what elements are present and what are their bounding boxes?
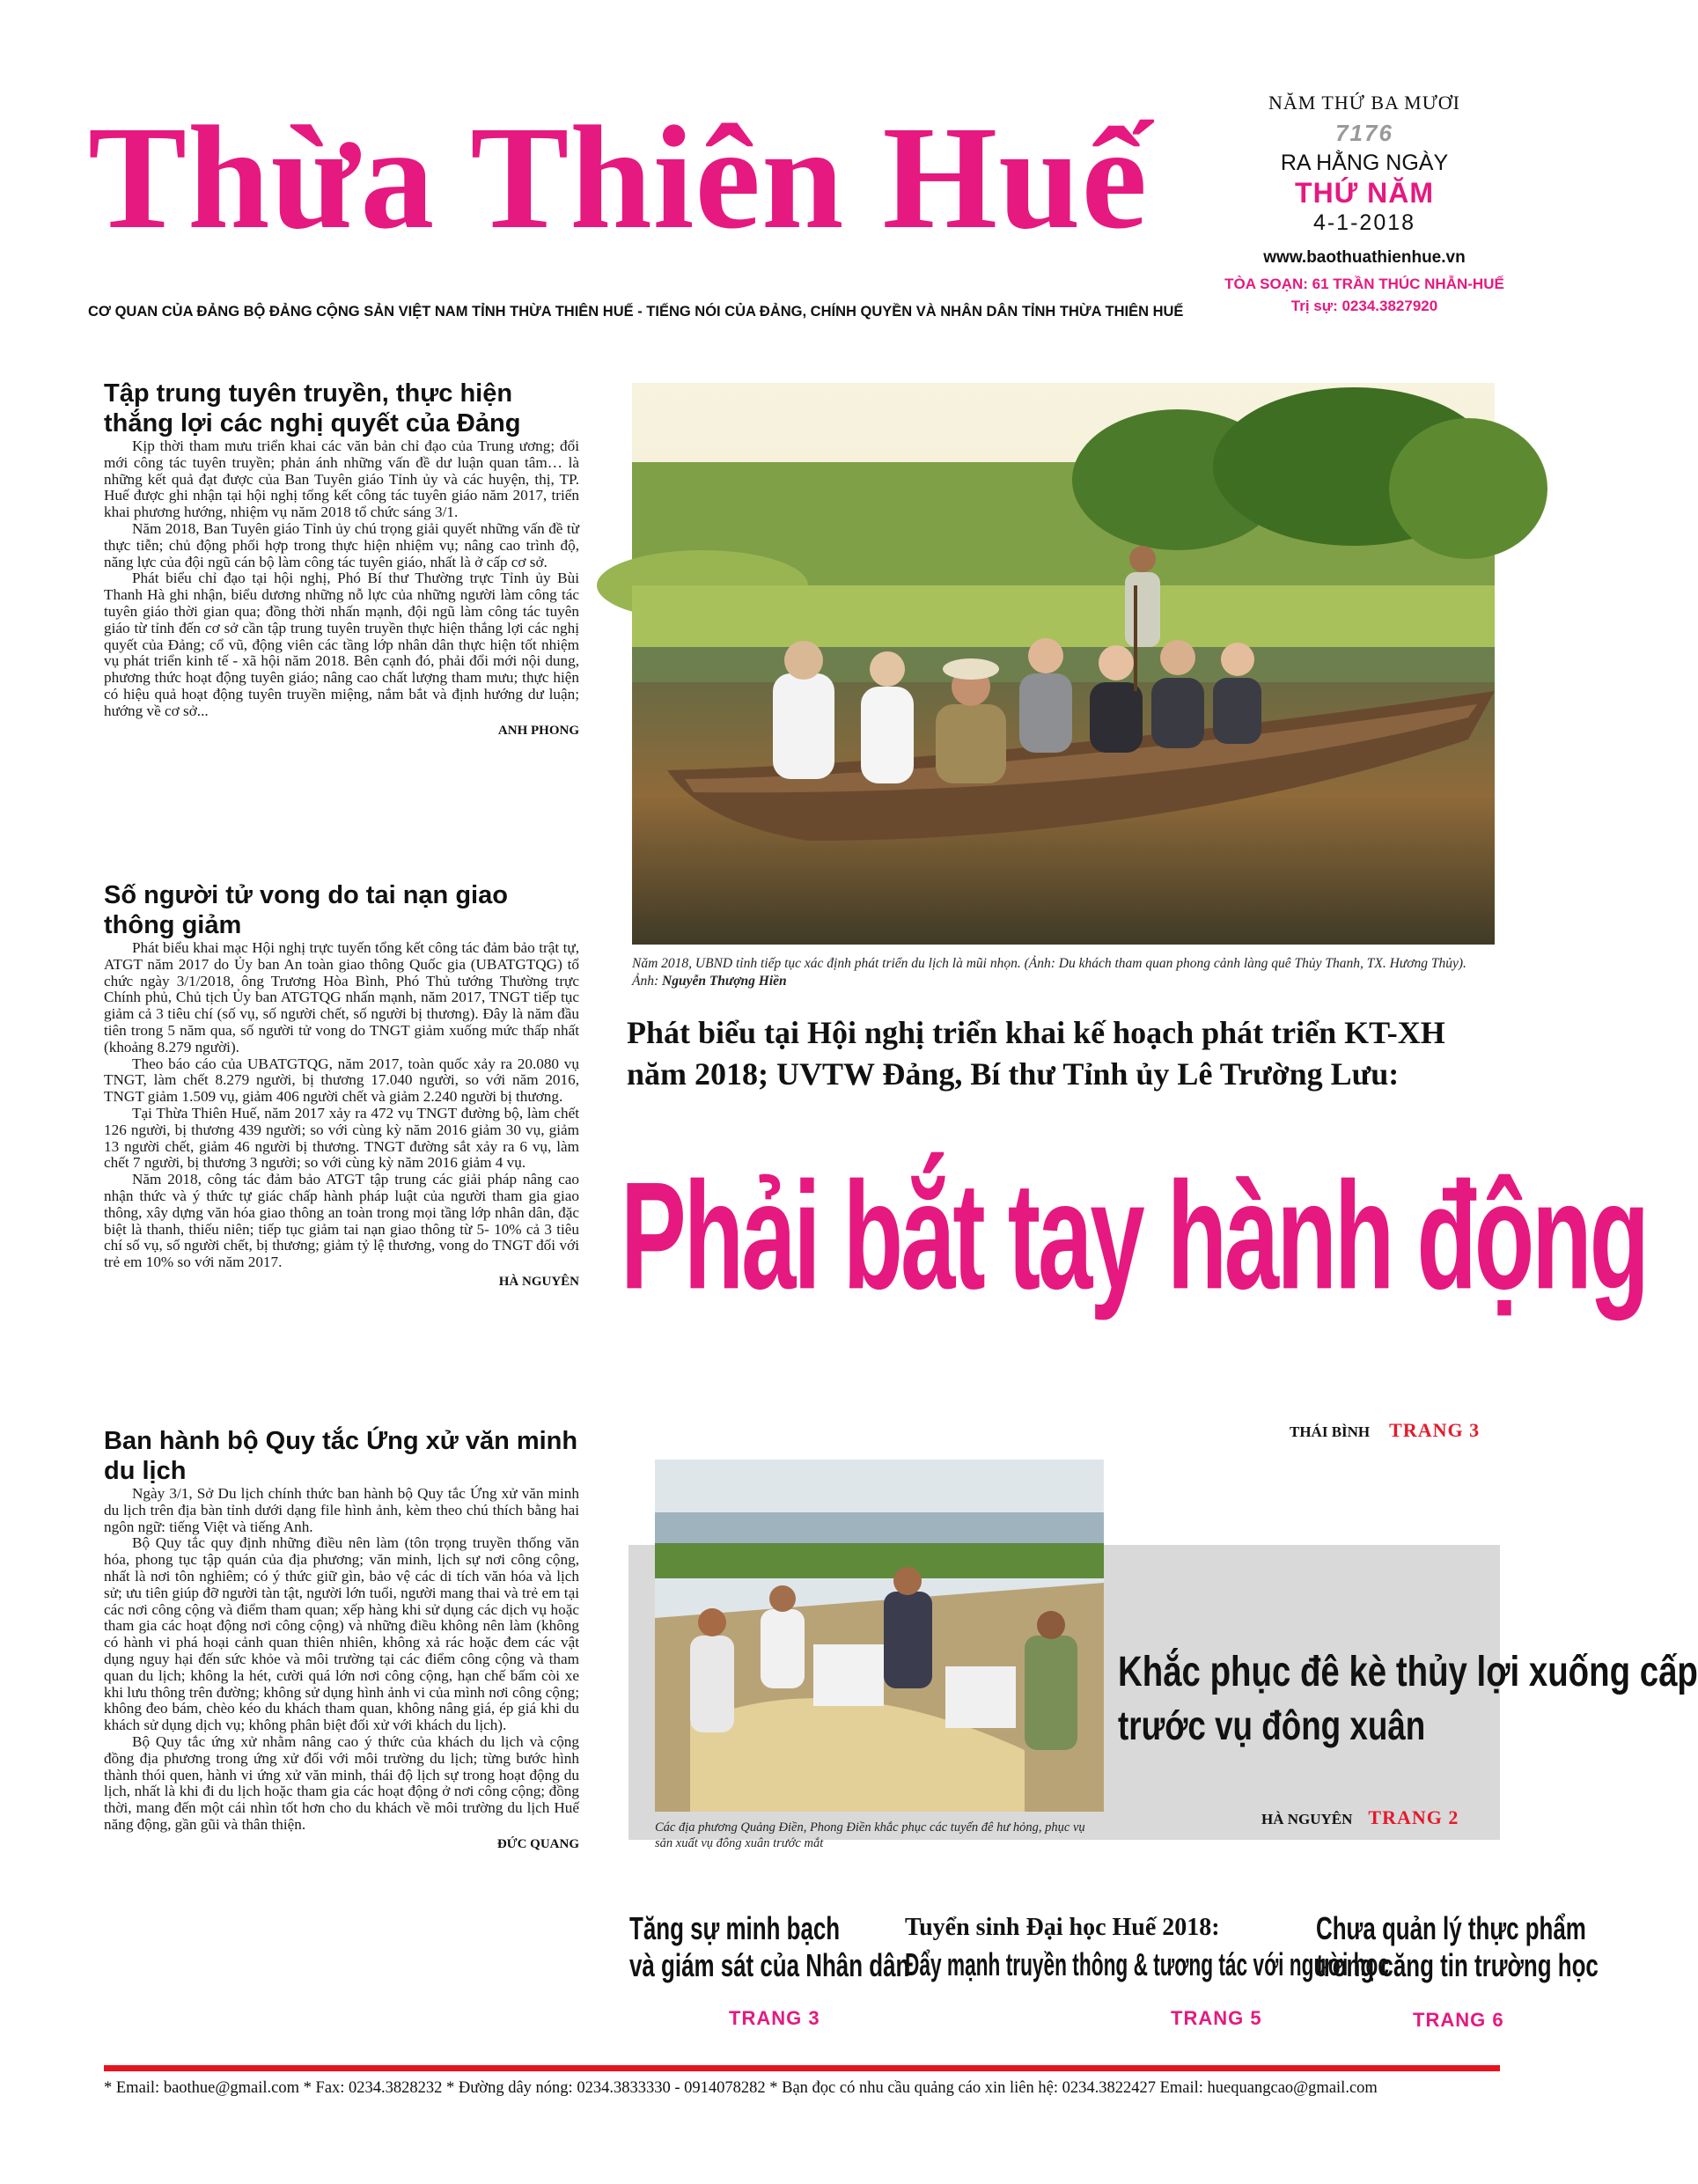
second-byline: HÀ NGUYÊN: [1261, 1811, 1353, 1827]
issue-date: 4-1-2018: [1312, 210, 1416, 235]
article-headline[interactable]: Tập trung tuyên truyền, thực hiện thắng lợi các nghị quyết của Đảng: [104, 379, 521, 438]
teaser-page-link[interactable]: TRANG 5: [1171, 2007, 1262, 2029]
caption-text: Năm 2018, UBND tỉnh tiếp tục xác định phát triển du lịch là mũi nhọn. (Ảnh: Du khách tham quan phong cảnh làng quê Thủy Thanh, TX. Hương Thủy). Ảnh:: [632, 956, 1466, 989]
article-tourism-code: [104, 1426, 579, 1852]
article-body: [104, 438, 579, 720]
teaser-line2: trong căng tin trường học: [1316, 1947, 1599, 1983]
lead-page-link[interactable]: TRANG 3: [1389, 1419, 1481, 1441]
second-ref: [1261, 1806, 1459, 1829]
article-byline: HÀ NGUYÊN: [498, 1274, 579, 1289]
second-headline[interactable]: [1118, 1646, 1698, 1752]
second-page-link[interactable]: TRANG 2: [1368, 1806, 1459, 1828]
office-address: TÒA SOẠN: 61 TRẦN THÚC NHẪN-HUẾ: [1224, 276, 1504, 292]
teaser-line1: Tăng sự minh bạch: [629, 1910, 841, 1946]
lead-kicker: Phát biểu tại Hội nghị triển khai kế hoạch phát triển KT-XH năm 2018; UVTW Đảng, Bí thư Tỉnh ủy Lê Trường Lưu:: [627, 1015, 1445, 1092]
issue-info: [1215, 88, 1514, 317]
article-paragraph: Bộ Quy tắc ứng xử nhằm nâng cao ý thức của khách du lịch và cộng đồng địa phương trong ứng xử đối với môi trường du lịch; từng bước hình thành thói quen, hành vi ứng xử văn minh, thái độ lịch sự trong hoạt động du lịch, nhất là khi đi du lịch hoặc tham gia các hoạt động ở nơi công cộng; đồng thời, mang đến một cái nhìn tốt hơn cho du khách về môi trường du lịch Huế năng động, gần gũi và thân thiện.: [104, 1732, 579, 1833]
lead-ref: [1290, 1419, 1480, 1442]
main-photo-boat-tourists: [632, 383, 1495, 945]
office-phone: Trị sự: 0234.3827920: [1290, 298, 1438, 314]
dyke-repair-photo: [655, 1460, 1104, 1812]
article-traffic: [104, 880, 579, 1290]
lead-headline[interactable]: Phải bắt tay hành động: [621, 1150, 1648, 1321]
issue-year: NĂM THỨ BA MƯƠI: [1268, 92, 1461, 114]
issue-frequency: RA HẰNG NGÀY: [1280, 151, 1449, 175]
teaser-food-safety[interactable]: [1316, 1910, 1599, 1984]
article-paragraph: Phát biểu khai mạc Hội nghị trực tuyến tổng kết công tác đảm bảo trật tự, ATGT năm 2017 do Ủy ban An toàn giao thông Quốc gia (UBATGTQG) tổ chức ngày 3/1/2018, ông Trương Hòa Bình, Phó Thủ tướng Thường trực Chính phủ, Chủ tịch Ủy ban ATGTQG nhấn mạnh, năm 2017, TNGT tiếp tục giảm cả 3 tiêu chí (số vụ, số người chết, số người bị thương). Đây là năm đầu tiên trong 5 năm qua, số người tử vong do TNGT giảm xuống mức thấp nhất (khoảng 8.279 người).: [104, 939, 579, 1055]
teaser-line2: Đẩy mạnh truyền thông & tương tác với người học: [905, 1946, 1389, 1982]
article-paragraph: Ngày 3/1, Sở Du lịch chính thức ban hành bộ Quy tắc Ứng xử văn minh du lịch trên địa bàn tỉnh dưới dạng file hình ảnh, kèm theo chú thích bằng hai ngôn ngữ: tiếng Việt và tiếng Anh.: [104, 1485, 579, 1535]
article-paragraph: Năm 2018, công tác đảm bảo ATGT tập trung các giải pháp nâng cao nhận thức và ý thức tự giác chấp hành pháp luật của người tham gia giao thông, xây dựng văn hóa giao thông an toàn trong mọi tầng lớp nhân dân, đặc biệt là thanh, thiếu niên; tiếp tục giảm tai nạn giao thông từ 5- 10% cả 3 tiêu chí số vụ, số người chết, bị thương; giảm tỷ lệ thương, vong do TNGT đối với trẻ em 10% so với năm 2017.: [104, 1171, 579, 1271]
article-body: [104, 1486, 579, 1834]
article-headline[interactable]: Số người tử vong do tai nạn giao thông giảm: [104, 881, 508, 939]
masthead-title: Thừa Thiên Huế: [88, 96, 1149, 260]
teaser-transparency[interactable]: [629, 1910, 920, 1984]
lead-byline: THÁI BÌNH: [1290, 1423, 1371, 1440]
article-paragraph: Tại Thừa Thiên Huế, năm 2017 xảy ra 472 vụ TNGT đường bộ, làm chết 126 người, bị thương 439 người; so với cùng kỳ năm 2016 giảm 30 vụ, giảm 13 người chết, giảm 46 người bị thương. TNGT đường sắt xảy ra 6 vụ, làm chết 7 người, bị thương 3 người; so với cùng kỳ năm 2016 giảm 4 vụ.: [104, 1104, 579, 1172]
article-paragraph: Năm 2018, Ban Tuyên giáo Tỉnh ủy chú trọng giải quyết những vấn đề từ thực tiễn; chủ động phối hợp trong thực hiện nhiệm vụ; nâng cao trình độ, năng lực của đội ngũ cán bộ làm công tác tuyên giáo, nhất là ở cấp cơ sở.: [104, 519, 579, 570]
article-byline: ANH PHONG: [497, 723, 579, 738]
dyke-photo-caption: Các địa phương Quảng Điền, Phong Điền khắc phục các tuyến đê hư hỏng, phục vụ sản xuất vụ đông xuân trước mắt: [655, 1820, 1085, 1850]
website-link[interactable]: www.baothuathienhue.vn: [1263, 248, 1466, 267]
article-paragraph: Bộ Quy tắc quy định những điều nên làm (tôn trọng truyền thống văn hóa, phong tục tập quán của địa phương; văn minh, lịch sự nơi công cộng, nhất là nơi tôn nghiêm; có ý thức giữ gìn, bảo vệ các di tích văn hóa và lịch sử; ưu tiên giúp đỡ người tàn tật, người lớn tuổi, người mang thai và trẻ em tại các nơi công cộng và điểm tham quan; xếp hàng khi sử dụng các dịch vụ hoặc tham gia các hoạt động nơi công cộng) và những điều không nên làm (không có hành vi phá hoại cảnh quan thiên nhiên, không xả rác hoặc đem các vật dụng nguy hại đến sức khỏe và môi trường tại các điểm công cộng và tham quan du lịch; không la hét, cười quá lớn nơi công cộng, hạn chế bấm còi xe khi lưu thông trên đường; không sử dụng hình ảnh vi của mình nơi công cộng; không đeo bám, chèo kéo du khách tham quan, không nâng giá, ép giá khi du khách sử dụng dịch vụ; không phân biệt đối xử với khách du lịch).: [104, 1534, 579, 1734]
footer-divider: [104, 2065, 1500, 2071]
article-paragraph: Theo báo cáo của UBATGTQG, năm 2017, toàn quốc xảy ra 20.080 vụ TNGT, làm chết 8.279 người, bị thương 17.040 người, so với năm 2016, TNGT giảm 1.509 vụ, giảm 406 người chết và giảm 2.240 người bị thương.: [104, 1055, 579, 1106]
article-paragraph: Phát biểu chỉ đạo tại hội nghị, Phó Bí thư Thường trực Tỉnh ủy Bùi Thanh Hà ghi nhận, biểu dương những nỗ lực của những người làm công tác tuyên giáo thời gian qua; đồng thời nhấn mạnh, đội ngũ làm công tác tuyên giáo từ tỉnh đến cơ sở cần tập trung tuyên truyền thực hiện thắng lợi các nghị quyết của Đảng; cổ vũ, động viên các tầng lớp nhân dân thực hiện tốt nhiệm vụ phát triển kinh tế - xã hội năm 2018. Bên cạnh đó, phải đổi mới nội dung, phương thức hoạt động tuyên giáo; nâng cao chất lượng tham mưu; thực hiện có hiệu quả hoạt động tuyên truyền miệng, nắm bắt và định hướng dư luận; hướng về cơ sở...: [104, 570, 579, 719]
teaser-line2: và giám sát của Nhân dân: [629, 1947, 910, 1983]
article-body: [104, 940, 579, 1271]
second-headline-line2: trước vụ đông xuân: [1118, 1702, 1426, 1748]
issue-weekday: THỨ NĂM: [1295, 177, 1434, 209]
issue-number: 7176: [1335, 120, 1393, 146]
article-propaganda: [104, 379, 579, 739]
article-paragraph: Kịp thời tham mưu triển khai các văn bản chỉ đạo của Trung ương; đổi mới công tác tuyên truyền; phản ánh những vấn đề dư luận quan tâm… là những kết quả đạt được của Ban Tuyên giáo Tỉnh ủy và các huyện, thị, TP. Huế được ghi nhận tại hội nghị tổng kết công tác tuyên giáo năm 2017, triển khai phương hướng, nhiệm vụ năm 2018 tổ chức sáng 3/1.: [104, 438, 579, 521]
article-headline[interactable]: Ban hành bộ Quy tắc Ứng xử văn minh du lịch: [104, 1427, 578, 1485]
second-headline-line1: Khắc phục đê kè thủy lợi xuống cấp: [1118, 1649, 1698, 1695]
photo-credit: Nguyễn Thượng Hiền: [662, 974, 787, 989]
teaser-page-link[interactable]: TRANG 3: [729, 2007, 820, 2029]
footer-contacts: * Email: baothue@gmail.com * Fax: 0234.3828232 * Đường dây nóng: 0234.3833330 - 0914078282 * Bạn đọc có nhu cầu quảng cáo xin liên hệ: 0234.3822427 Email: huequangcao@gmail.com: [104, 2079, 1378, 2097]
article-byline: ĐỨC QUANG: [496, 1836, 579, 1851]
teaser-page-link[interactable]: TRANG 6: [1413, 2009, 1504, 2031]
teaser-line1: Chưa quản lý thực phẩm: [1316, 1910, 1586, 1946]
masthead-subtitle: CƠ QUAN CỦA ĐẢNG BỘ ĐẢNG CỘNG SẢN VIỆT NAM TỈNH THỪA THIÊN HUẾ - TIẾNG NÓI CỦA ĐẢNG, CHÍNH QUYỀN VÀ NHÂN DÂN TỈNH THỪA THIÊN HUẾ: [88, 304, 1184, 320]
teaser-university[interactable]: [905, 1910, 1389, 1984]
teaser-line1: Tuyển sinh Đại học Huế 2018:: [905, 1914, 1220, 1941]
main-photo-caption: [632, 955, 1495, 990]
